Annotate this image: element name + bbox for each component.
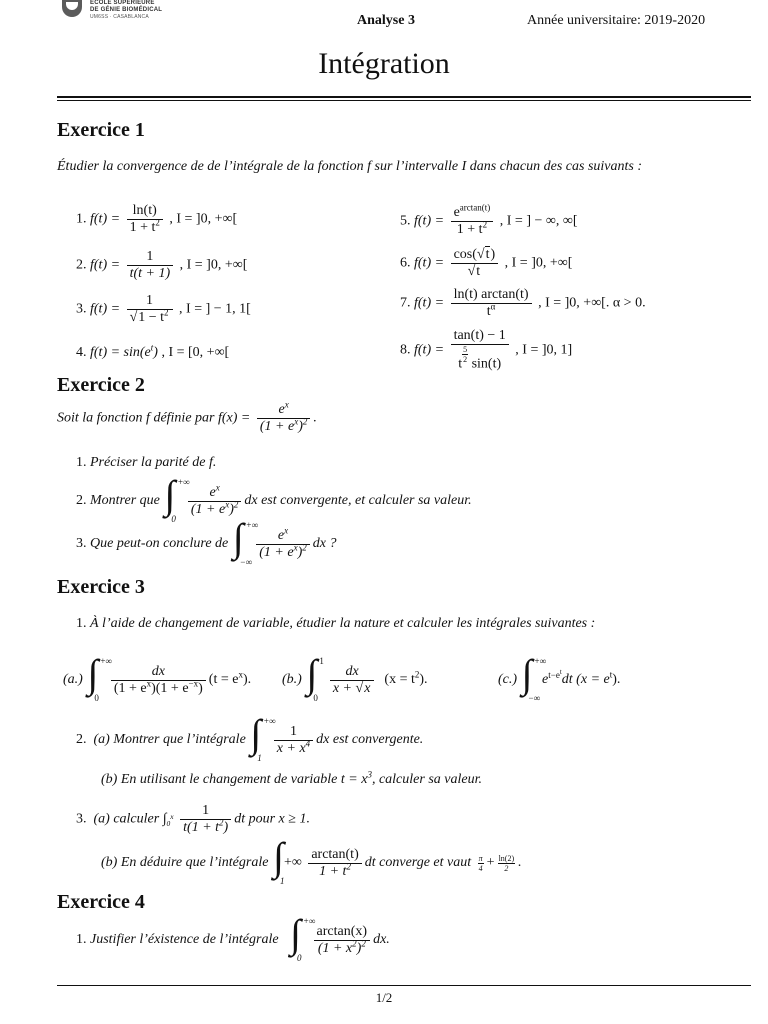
ex1-item-6: 6. f(t) = $\frac{\cos(√t)}{√t}$ , I = ]0, +∞[ xyxy=(400,247,573,279)
exercise-3-heading: Exercice 3 xyxy=(57,576,145,598)
ex3-q3a: 3. (a) calculer $\int_0^x$ $\frac{1}{t(1 + t^2)}$ dt pour x ≥ 1. xyxy=(76,803,310,835)
academic-year: Année universitaire: 2019-2020 xyxy=(527,13,706,28)
school-logo xyxy=(56,0,176,22)
ex2-intro: Soit la fonction f définie par f(x) = $\frac{e^x}{(1 + e^x)^2}$ . xyxy=(57,399,317,434)
exercise-1-heading: Exercice 1 xyxy=(57,119,145,141)
ex2-q1: 1. Préciser la parité de f. xyxy=(76,455,217,470)
exercise-1-intro: Étudier la convergence de de l’intégrale de la fonction f sur l’intervalle I dans chacun des cas suivants : xyxy=(57,159,643,174)
ex2-q3: 3. Que peut-on conclure de ∫ +∞ −∞ $\frac{e^x}{(1 + e^x)^2}$ dx ? xyxy=(76,515,337,567)
ex1-item-8: 8. f(t) = tan(t) − 1 t $\frac{5}{2}$ sin(t) , I = ]0, 1] xyxy=(400,328,573,372)
ex1-item-2: 2. f(t) = $\frac{1}{t(t + 1)}$ , I = ]0, +∞[ xyxy=(76,249,248,281)
ex3-q3b: (b) En déduire que l’intégrale ∫ 1 +∞ $\frac{\arctan(t)}{1 + t^2}$ dt converge et vaut $\frac{\pi}{4}$ + $\frac{\ln(2)}{2}$ . xyxy=(101,834,522,886)
title-rule-top xyxy=(57,96,751,98)
logo-text-line2: DE GÉNIE BIOMÉDICAL xyxy=(90,7,163,13)
title-rule-bottom xyxy=(57,100,751,101)
ex3-q1: 1. À l’aide de changement de variable, étudier la nature et calculer les intégrales suivantes : xyxy=(76,616,596,631)
ex3-q2a: 2. (a) Montrer que l’intégrale ∫ +∞ 1 $\frac{1}{x + x^4}$ dx est convergente. xyxy=(76,711,424,763)
logo-text-line1: ÉCOLE SUPÉRIEURE xyxy=(90,0,155,6)
ex1-item-7: 7. f(t) = $\frac{\ln(t) \arctan(t)}{t^\alpha}$ , I = ]0, +∞[. α > 0. xyxy=(400,287,646,319)
page-title: Intégration xyxy=(318,47,450,80)
ex1-item-5: 5. f(t) = $\frac{e^{arctan(t)}}{1 + t^2}$ , I = ] − ∞, ∞[ xyxy=(400,202,578,237)
logo-emblem xyxy=(62,0,82,17)
ex1-item-4: 4. $f(t) = \sin(e^t)$ , I = [0, +∞[ xyxy=(76,342,230,360)
ex4-q1: 1. Justifier l’éxistence de l’intégrale ∫ +∞ 0 $\frac{\arctan(x)}{(1 + x^2)^2}$ dx. xyxy=(76,911,390,963)
course-name: Analyse 3 xyxy=(357,13,415,28)
page-number: 1/2 xyxy=(375,990,393,1005)
exercise-4-heading: Exercice 4 xyxy=(57,891,145,913)
ex1-item-3: 3. f(t) = $\frac{1}{√1 - t^2}$ , I = ] − 1, 1[ xyxy=(76,293,251,325)
ex1-item-1: 1. f(t) = $\frac{\ln(t)}{1 + t^2}$ , I = ]0, +∞[ xyxy=(76,203,238,235)
ex2-q2: 2. Montrer que ∫ +∞ 0 $\frac{e^x}{(1 + e^x)^2}$ dx est convergente, et calculer sa valeur. xyxy=(76,472,472,524)
logo-text-line3: UM6SS · CASABLANCA xyxy=(90,14,149,20)
ex3-integral-b: (b.) ∫ 1 0 $\frac{dx}{x + √x}$ $(x = t^2)$. xyxy=(282,651,428,703)
ex3-q2b: (b) En utilisant le changement de variable $t = x^3$, calculer sa valeur. xyxy=(101,769,482,787)
exercise-2-heading: Exercice 2 xyxy=(57,374,145,396)
ex3-integral-a: (a.) ∫ +∞ 0 $\frac{dx}{(1 + e^x)(1 + e^{-x})}$ $(t = e^x)$. xyxy=(63,651,252,703)
footer-rule xyxy=(57,985,751,986)
ex3-integral-c: (c.) ∫ +∞ −∞ $e^{t-e^t}dt$ $(x = e^t)$. xyxy=(498,651,621,703)
